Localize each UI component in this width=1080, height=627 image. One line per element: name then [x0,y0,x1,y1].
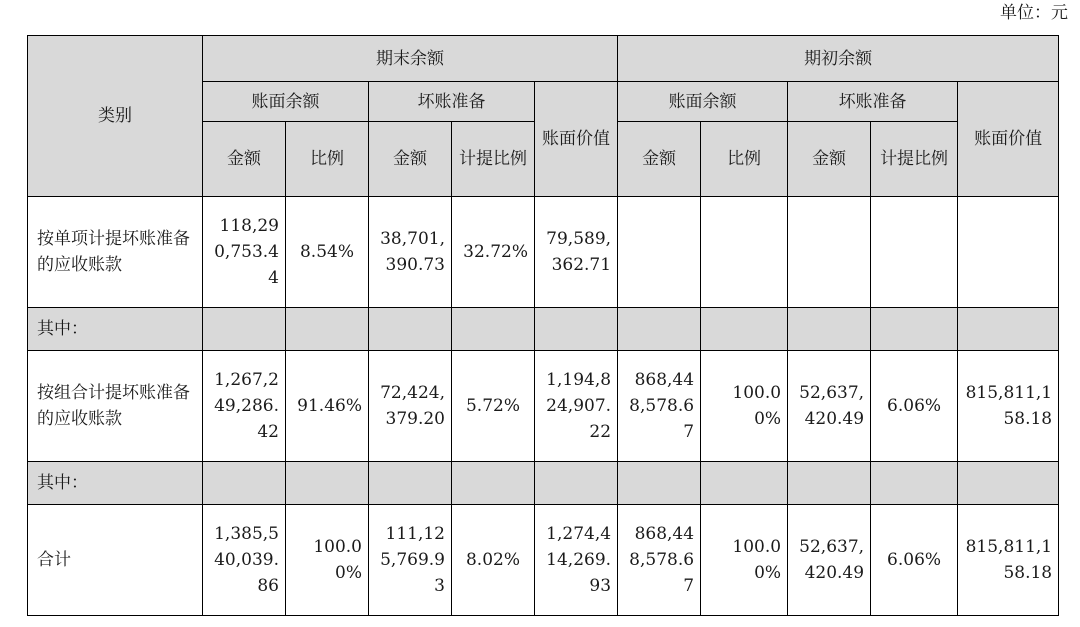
cell-open-book-amount: 868,448,578.67 [618,351,701,462]
header-close-bad-amount: 金额 [369,122,452,197]
row-label: 按组合计提坏账准备的应收账款 [28,351,203,462]
cell-open-bad-ratio: 6.06% [871,351,958,462]
cell-open-book-ratio [701,197,788,308]
cell-close-value: 1,194,824,907.22 [535,351,618,462]
cell-open-bad-amount: 52,637,420.49 [788,351,871,462]
header-open-book-amount: 金额 [618,122,701,197]
row-label: 按单项计提坏账准备的应收账款 [28,197,203,308]
header-open-bad-debt: 坏账准备 [788,82,958,122]
table-row [28,505,1059,616]
cell-close-value: 79,589,362.71 [535,197,618,308]
row-label: 其中： [28,462,203,505]
receivables-table [27,35,1059,616]
header-open-provision-ratio: 计提比例 [871,122,958,197]
header-category: 类别 [28,36,203,197]
cell-close-book-ratio: 100.00% [286,505,369,616]
header-close-book-balance: 账面余额 [203,82,369,122]
cell-close-book-amount: 1,267,249,286.42 [203,351,286,462]
header-close-provision-ratio: 计提比例 [452,122,535,197]
header-open-book-balance: 账面余额 [618,82,788,122]
table-row [28,351,1059,462]
header-open-book-value: 账面价值 [958,82,1059,197]
row-label: 其中： [28,308,203,351]
cell-close-bad-amount: 111,125,769.93 [369,505,452,616]
cell-close-book-amount: 1,385,540,039.86 [203,505,286,616]
cell-close-bad-amount: 38,701,390.73 [369,197,452,308]
header-opening-balance: 期初余额 [618,36,1059,82]
cell-close-bad-amount: 72,424,379.20 [369,351,452,462]
cell-open-bad-ratio [871,197,958,308]
header-closing-balance: 期末余额 [203,36,618,82]
header-open-book-ratio: 比例 [701,122,788,197]
cell-open-bad-ratio: 6.06% [871,505,958,616]
cell-open-value: 815,811,158.18 [958,351,1059,462]
table-row [28,462,1059,505]
cell-close-book-ratio: 91.46% [286,351,369,462]
header-open-bad-amount: 金额 [788,122,871,197]
cell-open-bad-amount: 52,637,420.49 [788,505,871,616]
cell-close-bad-ratio: 5.72% [452,351,535,462]
table-row [28,197,1059,308]
header-close-book-ratio: 比例 [286,122,369,197]
header-close-book-value: 账面价值 [535,82,618,197]
row-label: 合计 [28,505,203,616]
cell-close-bad-ratio: 32.72% [452,197,535,308]
cell-open-book-amount: 868,448,578.67 [618,505,701,616]
cell-close-value: 1,274,414,269.93 [535,505,618,616]
table-row [28,308,1059,351]
cell-open-book-amount [618,197,701,308]
cell-close-book-amount: 118,290,753.44 [203,197,286,308]
header-close-bad-debt: 坏账准备 [369,82,535,122]
cell-open-value: 815,811,158.18 [958,505,1059,616]
cell-close-bad-ratio: 8.02% [452,505,535,616]
cell-open-bad-amount [788,197,871,308]
header-close-book-amount: 金额 [203,122,286,197]
unit-label: 单位：元 [1000,3,1068,23]
cell-open-value [958,197,1059,308]
cell-open-book-ratio: 100.00% [701,505,788,616]
cell-open-book-ratio: 100.00% [701,351,788,462]
cell-close-book-ratio: 8.54% [286,197,369,308]
